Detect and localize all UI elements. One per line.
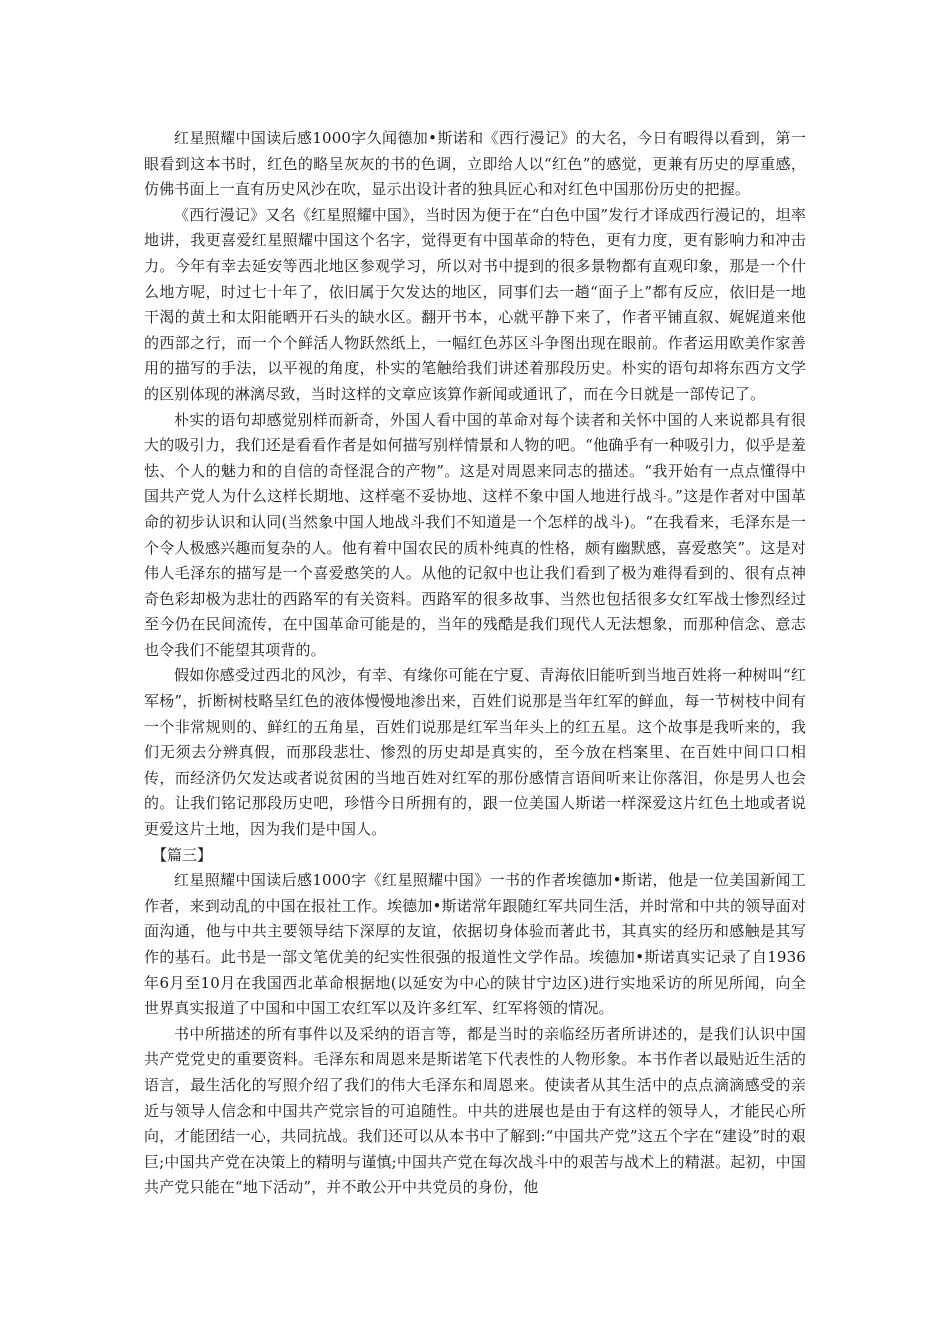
paragraph-6: 书中所描述的所有事件以及采纳的语言等，都是当时的亲临经历者所讲述的，是我们认识中国共产党党史的重要资料。毛泽东和周恩来是斯诺笔下代表性的人物形象。本书作者以最贴近生活的语言，最生活化的写照介绍了我们的伟大毛泽东和周恩来。使读者从其生活中的点点滴滴感受的亲近与领导人信念和中国共产党宗旨的可追随性。中共的进展也是由于有这样的领导人，才能民心所向，才能团结一心，共同抗战。我们还可以从本书中了解到:“中国共产党”这五个字在“建设”时的艰巨;中国共产党在决策上的精明与谨慎;中国共产党在每次战斗中的艰苦与战术上的精湛。起初，中国共产党只能在“地下活动”，并不敢公开中共党员的身份，他 <box>144 1024 806 1197</box>
paragraph-5: 红星照耀中国读后感1000字《红星照耀中国》一书的作者埃德加•斯诺，他是一位美国新闻工作者，来到动乱的中国在报社工作。埃德加•斯诺常年跟随红军共同生活，并时常和中共的领导面对面沟通，他与中共主要领导结下深厚的友谊，依据切身体验而著此书，其真实的经历和感触是其写作的基石。此书是一部文笔优美的纪实性很强的报道性文学作品。埃德加•斯诺真实记录了自1936年6月至10月在我国西北革命根据地(以延安为中心的陕甘宁边区)进行实地采访的所见所闻，向全世界真实报道了中国和中国工农红军以及许多红军、红军将领的情况。 <box>144 871 806 1018</box>
paragraph-1: 红星照耀中国读后感1000字久闻德加•斯诺和《西行漫记》的大名，今日有暇得以看到，第一眼看到这本书时，红色的略呈灰灰的书的色调，立即给人以“红色”的感觉，更兼有历史的厚重感，仿佛书面上一直有历史风沙在吹，显示出设计者的独具匠心和对红色中国那份历史的把握。 <box>144 129 806 199</box>
document-body <box>144 126 806 1201</box>
section-heading: 【篇三】 <box>152 845 213 864</box>
paragraph-3: 朴实的语句却感觉别样而新奇，外国人看中国的革命对每个读者和关怀中国的人来说都具有很大的吸引力，我们还是看看作者是如何描写别样情景和人物的吧。“他确乎有一种吸引力，似乎是羞怯、个人的魅力和的自信的奇怪混合的产物”。这是对周恩来同志的描述。“我开始有一点点懂得中国共产党人为什么这样长期地、这样毫不妥协地、这样不象中国人地进行战斗。”这是作者对中国革命的初步认识和认同(当然象中国人地战斗我们不知道是一个怎样的战斗)。“在我看来，毛泽东是一个令人极感兴趣而复杂的人。他有着中国农民的质朴纯真的性格，颇有幽默感，喜爱憨笑”。这是对伟人毛泽东的描写是一个喜爱憨笑的人。从他的记叙中也让我们看到了极为难得看到的、很有点神奇色彩却极为悲壮的西路军的有关资料。西路军的很多故事、当然也包括很多女红军战士惨烈经过至今仍在民间流传，在中国革命可能是的，当年的残酷是我们现代人无法想象，而那种信念、意志也令我们不能望其项背的。 <box>144 410 806 659</box>
paragraph-4: 假如你感受过西北的风沙，有幸、有缘你可能在宁夏、青海依旧能听到当地百姓将一种树叫“红军杨”，折断树枝略呈红色的液体慢慢地渗出来，百姓们说那是当年红军的鲜血，每一节树枝中间有一个非常规则的、鲜红的五角星，百姓们说那是红军当年头上的红五星。这个故事是我听来的，我们无须去分辨真假，而那段悲壮、惨烈的历史却是真实的，至今放在档案里、在百姓中间口口相传，而经济仍欠发达或者说贫困的当地百姓对红军的那份感情言语间听来让你落泪，你是男人也会的。让我们铭记那段历史吧，珍惜今日所拥有的，跟一位美国人斯诺一样深爱这片红色土地或者说更爱这片土地，因为我们是中国人。 <box>144 666 806 839</box>
paragraph-2: 《西行漫记》又名《红星照耀中国》，当时因为便于在“白色中国”发行才译成西行漫记的，坦率地讲，我更喜爱红星照耀中国这个名字，觉得更有中国革命的特色，更有力度，更有影响力和冲击力。今年有幸去延安等西北地区参观学习，所以对书中提到的很多景物都有直观印象，那是一个什么地方呢，时过七十年了，依旧属于欠发达的地区，同事们去一趟“面子上”都有反应，依旧是一地干渴的黄土和太阳能晒开石头的缺水区。翻开书本，心就平静下来了，作者平铺直叙、娓娓道来他的西部之行，而一个个鲜活人物跃然纸上，一幅红色苏区斗争图出现在眼前。作者运用欧美作家善用的描写的手法，以平视的角度，朴实的笔触给我们讲述着那段历史。朴实的语句却将东西方文学的区别体现的淋漓尽致，当时这样的文章应该算作新闻或通讯了，而在今日就是一部传记了。 <box>144 205 806 403</box>
